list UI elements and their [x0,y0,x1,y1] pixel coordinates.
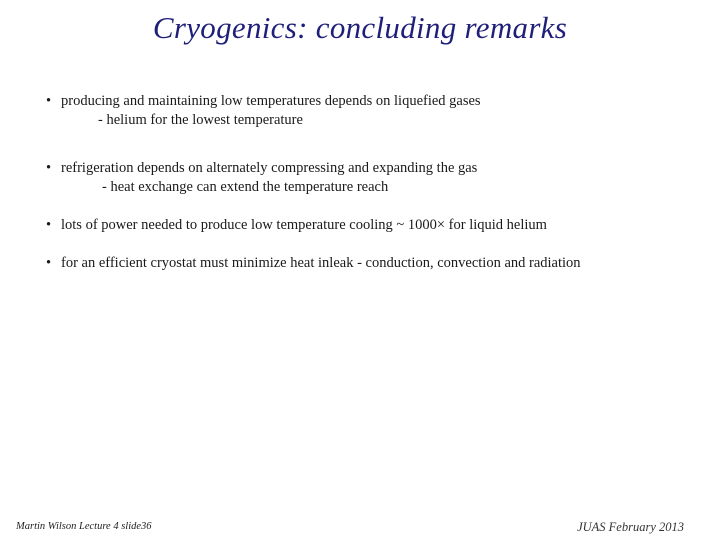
bullet-text: lots of power needed to produce low temperature cooling ~ 1000× for liquid helium [61,217,547,233]
bullet-marker: • [46,160,52,176]
bullet-item [46,92,706,130]
bullet-text: for an efficient cryostat must minimize heat inleak - conduction, convection and radiation [61,255,581,271]
bullet-marker: • [46,255,52,271]
slide-title: Cryogenics: concluding remarks [152,10,568,45]
bullet-item [46,159,706,197]
bullet-marker: • [46,93,52,109]
bullet-marker: • [46,217,52,233]
footer-date: JUAS February 2013 [577,520,684,534]
footer-author: Martin Wilson Lecture 4 slide36 [16,521,152,532]
bullet-text: producing and maintaining low temperatures depends on liquefied gases [61,93,481,109]
bullet-subline: - heat exchange can extend the temperature reach [102,179,389,195]
bullet-subline: - helium for the lowest temperature [98,112,303,128]
bullet-item [46,254,706,273]
bullet-text: refrigeration depends on alternately compressing and expanding the gas [61,160,478,176]
bullet-item [46,216,706,235]
